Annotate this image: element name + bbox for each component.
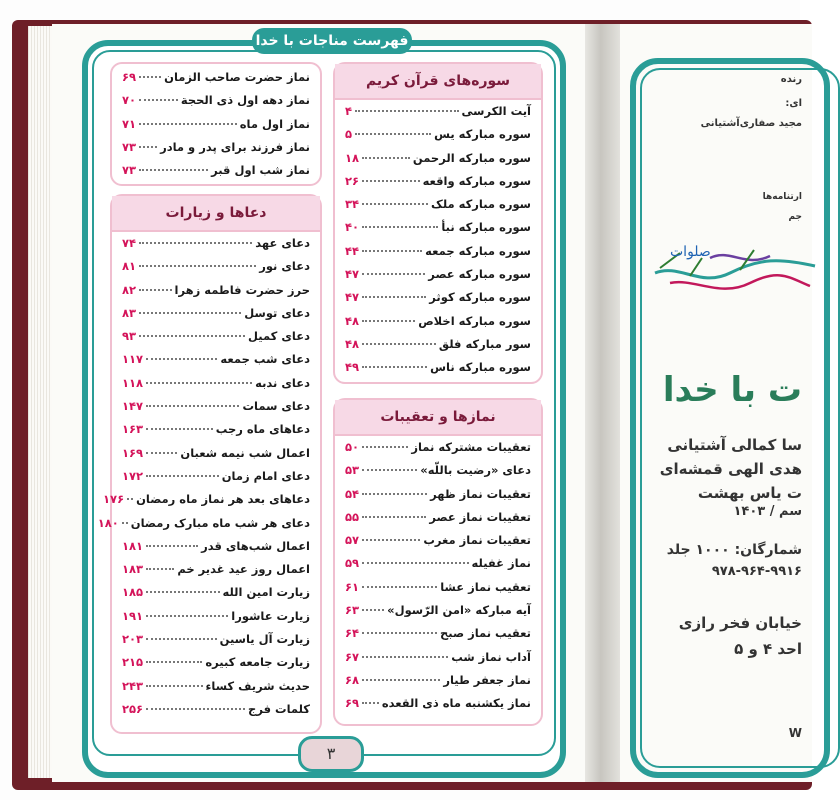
entry-title: تعقیب نماز عشا: [440, 579, 531, 594]
toc-entry[interactable]: [122, 329, 310, 352]
entry-title: تعقیبات نماز ظهر: [430, 486, 531, 501]
toc-entry[interactable]: [103, 492, 310, 515]
dot-leader: [362, 539, 420, 541]
book-gutter: [585, 24, 620, 782]
dot-leader: [139, 242, 252, 244]
imprint-line: سم / ۱۴۰۳: [733, 504, 802, 519]
entry-title: اعمال روز عید غدیر خم: [177, 562, 310, 577]
entry-title: دعاهای بعد هر نماز ماه رمضان: [136, 492, 310, 507]
entry-title: دعای ندبه: [255, 375, 310, 390]
dot-leader: [362, 320, 415, 322]
section-namaz: [333, 398, 543, 726]
entry-title: نماز فرزند برای پدر و مادر: [160, 139, 310, 154]
dot-leader: [146, 591, 219, 593]
entry-title: زیارت امین الله: [222, 585, 310, 600]
imprint-line: مجید صفاری‌آشتیانی: [700, 118, 802, 129]
entry-page-number: ۴۰: [345, 220, 360, 235]
entry-page-number: ۱۴۷: [122, 399, 144, 414]
entry-page-number: ۴۴: [345, 243, 360, 258]
dot-leader: [139, 99, 178, 101]
toc-entry[interactable]: [122, 283, 310, 306]
toc-entry[interactable]: [345, 290, 531, 313]
dot-leader: [362, 273, 425, 275]
toc-entry[interactable]: [345, 580, 531, 603]
toc-entry[interactable]: [345, 197, 531, 220]
toc-entry[interactable]: [345, 487, 531, 510]
dot-leader: [362, 516, 426, 518]
toc-entry[interactable]: [122, 655, 310, 678]
dot-leader: [362, 679, 440, 681]
dot-leader: [362, 493, 427, 495]
entry-title: سوره مبارکه نبأ: [441, 220, 531, 235]
entry-page-number: ۴۸: [345, 313, 360, 328]
toc-entry[interactable]: [345, 337, 531, 360]
toc-list: [335, 436, 541, 720]
entry-page-number: ۱۱۷: [122, 352, 144, 367]
entry-page-number: ۷۱: [122, 116, 137, 131]
entry-title: نماز غفیله: [471, 556, 531, 571]
toc-entry[interactable]: [345, 463, 531, 486]
dot-leader: [146, 358, 217, 360]
imprint-line: ۹۷۸-۹۶۴-۹۹۱۶: [711, 564, 802, 579]
dot-leader: [362, 702, 379, 704]
toc-entry[interactable]: [345, 440, 531, 463]
entry-page-number: ۸۳: [122, 305, 137, 320]
section-doa: [97, 194, 322, 734]
toc-entry[interactable]: [122, 632, 310, 655]
imprint-line: W: [788, 726, 802, 740]
toc-entry[interactable]: [345, 533, 531, 556]
entry-page-number: ۹۳: [122, 329, 137, 344]
entry-title: سوره مبارکه عصر: [428, 267, 531, 282]
entry-title: سوره مبارکه اخلاص: [418, 313, 531, 328]
dot-leader: [355, 110, 458, 112]
imprint-line: ت با خدا: [662, 370, 802, 410]
toc-entry[interactable]: [122, 702, 310, 725]
entry-title: حدیث شریف کساء: [205, 678, 310, 693]
entry-title: زیارت عاشورا: [231, 608, 310, 623]
entry-title: تعقیب نماز صبح: [439, 626, 531, 641]
entry-page-number: ۷۳: [122, 163, 137, 178]
entry-page-number: ۸۱: [122, 259, 137, 274]
toc-entry[interactable]: [345, 696, 531, 719]
toc-entry[interactable]: [122, 70, 310, 93]
imprint-line: جم: [788, 212, 802, 222]
entry-page-number: ۸۲: [122, 282, 137, 297]
toc-entry[interactable]: [122, 259, 310, 282]
entry-page-number: ۶۴: [345, 626, 360, 641]
dot-leader: [139, 169, 208, 171]
entry-page-number: ۱۸۳: [122, 562, 144, 577]
page-number: ۳: [298, 736, 364, 772]
calligraphy-text: صلوات: [670, 244, 711, 260]
dot-leader: [146, 452, 177, 454]
toc-entry[interactable]: [122, 306, 310, 329]
entry-page-number: ۶۱: [345, 579, 360, 594]
entry-title: دعای سمات: [242, 399, 310, 414]
entry-title: زیارت آل یاسین: [219, 632, 310, 647]
entry-page-number: ۴۸: [345, 336, 360, 351]
dot-leader: [362, 296, 426, 298]
toc-entry[interactable]: [122, 352, 310, 375]
entry-page-number: ۵۹: [345, 556, 360, 571]
dot-leader: [146, 638, 217, 640]
toc-entry[interactable]: [122, 539, 310, 562]
toc-entry[interactable]: [345, 151, 531, 174]
dot-leader: [139, 76, 161, 78]
entry-title: کلمات فرج: [248, 701, 310, 716]
entry-title: نماز جعفر طیار: [443, 672, 531, 687]
entry-page-number: ۱۶۳: [122, 422, 144, 437]
imprint-line: شمارگان: ۱۰۰۰ جلد: [666, 542, 802, 558]
dot-leader: [146, 405, 239, 407]
entry-page-number: ۲۰۳: [122, 632, 144, 647]
entry-page-number: ۶۳: [345, 603, 360, 618]
entry-page-number: ۶۷: [345, 649, 360, 664]
entry-title: دعای شب جمعه: [220, 352, 310, 367]
entry-title: نماز دهه اول ذی الحجة: [180, 93, 310, 108]
toc-entry[interactable]: [122, 562, 310, 585]
dot-leader: [127, 498, 133, 500]
entry-page-number: ۱۸۱: [122, 538, 144, 553]
calligraphy-salawat: [650, 228, 820, 318]
entry-title: دعای عهد: [255, 236, 310, 250]
entry-title: سور مبارکه فلق: [438, 336, 531, 351]
toc-list: [112, 64, 320, 186]
dot-leader: [139, 335, 245, 337]
toc-entry[interactable]: [122, 679, 310, 702]
toc-entry[interactable]: [122, 469, 310, 492]
dot-leader: [362, 609, 384, 611]
dot-leader: [362, 446, 408, 448]
entry-title: نماز اول ماه: [239, 116, 310, 131]
dot-leader: [146, 661, 202, 663]
toc-entry[interactable]: [122, 236, 310, 259]
dot-leader: [139, 265, 256, 267]
entry-page-number: ۴: [345, 104, 353, 118]
dot-leader: [362, 203, 428, 205]
entry-title: دعای «رضیت باللّه»: [420, 463, 531, 478]
entry-page-number: ۱۱۸: [122, 375, 144, 390]
section-title: نمازها و تعقیبات: [335, 400, 541, 436]
dot-leader: [122, 522, 128, 524]
toc-entry[interactable]: [122, 93, 310, 116]
entry-page-number: ۵۳: [345, 463, 360, 478]
dot-leader: [146, 475, 219, 477]
toc-entry[interactable]: [345, 556, 531, 579]
entry-page-number: ۵۰: [345, 440, 360, 454]
entry-page-number: ۶۹: [345, 696, 360, 711]
toc-entry[interactable]: [122, 446, 310, 469]
entry-page-number: ۷۰: [122, 93, 137, 108]
entry-title: تعقیبات مشترکه نماز: [411, 440, 531, 454]
dot-leader: [362, 366, 427, 368]
toc-entry[interactable]: [345, 510, 531, 533]
toc-entry[interactable]: [345, 267, 531, 290]
entry-title: دعای کمیل: [248, 329, 310, 344]
entry-title: دعای نور: [259, 259, 310, 274]
entry-title: نماز یکشنبه ماه ذی القعده: [381, 696, 531, 711]
entry-page-number: ۳۴: [345, 197, 360, 212]
dot-leader: [139, 312, 241, 314]
toc-entry[interactable]: [122, 140, 310, 163]
entry-title: سوره مبارکه جمعه: [425, 243, 531, 258]
entry-title: نماز حضرت صاحب الزمان: [164, 70, 310, 84]
toc-entry[interactable]: [345, 650, 531, 673]
entry-title: دعای توسل: [244, 305, 310, 320]
entry-page-number: ۲۶: [345, 173, 360, 188]
section-namaz-continued: [110, 62, 322, 186]
right-page-inner-frame: [640, 68, 840, 768]
imprint-line: خیابان فخر رازی: [678, 614, 802, 632]
toc-list: [335, 100, 541, 384]
toc-entry[interactable]: [345, 603, 531, 626]
entry-title: حرز حضرت فاطمه زهرا: [174, 282, 310, 297]
entry-page-number: ۱۸۰: [97, 515, 119, 530]
dot-leader: [362, 469, 417, 471]
entry-page-number: ۱۷۲: [122, 468, 144, 483]
entry-page-number: ۱۸۵: [122, 585, 144, 600]
toc-entry[interactable]: [345, 174, 531, 197]
toc-entry[interactable]: [345, 360, 531, 383]
entry-title: سوره مبارکه واقعه: [422, 173, 531, 188]
toc-entry[interactable]: [122, 609, 310, 632]
imprint-line: سا کمالی آشتیانی: [667, 436, 802, 454]
dot-leader: [362, 656, 448, 658]
entry-title: اعمال شب‌های قدر: [201, 538, 310, 553]
dot-leader: [139, 146, 157, 148]
entry-page-number: ۱۹۱: [122, 608, 144, 623]
entry-title: دعای هر شب ماه مبارک رمضان: [130, 515, 310, 530]
entry-page-number: ۱۶۹: [122, 445, 144, 460]
section-title: سوره‌های قرآن کریم: [335, 64, 541, 100]
entry-page-number: ۴۷: [345, 290, 360, 305]
entry-title: نماز شب اول قبر: [211, 163, 310, 178]
toc-entry[interactable]: [345, 626, 531, 649]
entry-page-number: ۶۹: [122, 70, 137, 84]
section-title: دعاها و زیارات: [112, 196, 320, 232]
entry-title: سوره مبارکه کوثر: [429, 290, 531, 305]
entry-page-number: ۴۷: [345, 267, 360, 282]
dot-leader: [139, 289, 171, 291]
imprint-line: ارتنامه‌ها: [762, 192, 802, 202]
entry-page-number: ۱۸: [345, 150, 360, 165]
toc-entry[interactable]: [345, 244, 531, 267]
entry-page-number: ۶۸: [345, 672, 360, 687]
dot-leader: [362, 562, 468, 564]
entry-title: دعاهای ماه رجب: [215, 422, 310, 437]
entry-title: سوره مبارکه ملک: [431, 197, 531, 212]
toc-entry[interactable]: [345, 127, 531, 150]
entry-title: آداب نماز شب: [451, 649, 531, 664]
toc-entry[interactable]: [122, 422, 310, 445]
imprint-line: هدی الهی قمشه‌ای: [659, 460, 802, 478]
dot-leader: [139, 123, 237, 125]
entry-page-number: ۷۳: [122, 139, 137, 154]
toc-entry[interactable]: [97, 515, 310, 539]
entry-title: سوره مبارکه ناس: [430, 360, 531, 375]
dot-leader: [362, 586, 437, 588]
entry-page-number: ۷۴: [122, 236, 137, 250]
toc-entry[interactable]: [122, 117, 310, 140]
entry-page-number: ۱۷۶: [103, 492, 125, 507]
entry-page-number: ۵۴: [345, 486, 360, 501]
toc-entry[interactable]: [122, 399, 310, 422]
dot-leader: [146, 382, 252, 384]
dot-leader: [146, 545, 198, 547]
entry-title: زیارت جامعه کبیره: [205, 655, 310, 670]
entry-title: دعای امام زمان: [221, 468, 310, 483]
entry-page-number: ۵۵: [345, 509, 360, 524]
dot-leader: [362, 343, 436, 345]
entry-title: تعقیبات نماز مغرب: [423, 533, 531, 548]
entry-page-number: ۵۷: [345, 533, 360, 548]
dot-leader: [362, 157, 410, 159]
dot-leader: [362, 180, 420, 182]
toc-entry[interactable]: [345, 673, 531, 696]
entry-page-number: ۲۴۳: [122, 678, 144, 693]
toc-entry[interactable]: [122, 585, 310, 608]
dot-leader: [362, 226, 438, 228]
toc-entry[interactable]: [345, 220, 531, 243]
dot-leader: [355, 133, 431, 135]
dot-leader: [146, 568, 174, 570]
toc-entry[interactable]: [122, 376, 310, 399]
toc-entry[interactable]: [345, 314, 531, 337]
dot-leader: [146, 615, 228, 617]
imprint-line: ت یاس بهشت: [697, 484, 802, 502]
section-quran: [333, 62, 543, 384]
toc-title: فهرست مناجات با خدا: [252, 28, 412, 54]
dot-leader: [146, 428, 213, 430]
entry-title: آیت الکرسی: [461, 104, 531, 118]
entry-page-number: ۲۵۶: [122, 701, 144, 716]
entry-title: تعقیبات نماز عصر: [429, 509, 531, 524]
dot-leader: [146, 708, 245, 710]
entry-title: سوره مبارکه یس: [434, 127, 531, 142]
toc-entry[interactable]: [122, 163, 310, 186]
toc-entry[interactable]: [345, 104, 531, 127]
dot-leader: [146, 685, 202, 687]
entry-title: آیه مبارکه «امن الرّسول»: [387, 603, 531, 618]
imprint-line: رنده: [780, 74, 802, 85]
entry-title: اعمال شب نیمه شعبان: [180, 445, 310, 460]
page-edges: [28, 26, 54, 778]
entry-title: سوره مبارکه الرحمن: [412, 150, 531, 165]
dot-leader: [362, 250, 422, 252]
entry-page-number: ۴۹: [345, 360, 360, 375]
dot-leader: [362, 632, 437, 634]
imprint-line: ای:: [785, 98, 802, 109]
entry-page-number: ۵: [345, 127, 353, 142]
entry-page-number: ۲۱۵: [122, 655, 144, 670]
imprint-line: احد ۴ و ۵: [734, 640, 802, 658]
toc-list: [97, 232, 320, 725]
